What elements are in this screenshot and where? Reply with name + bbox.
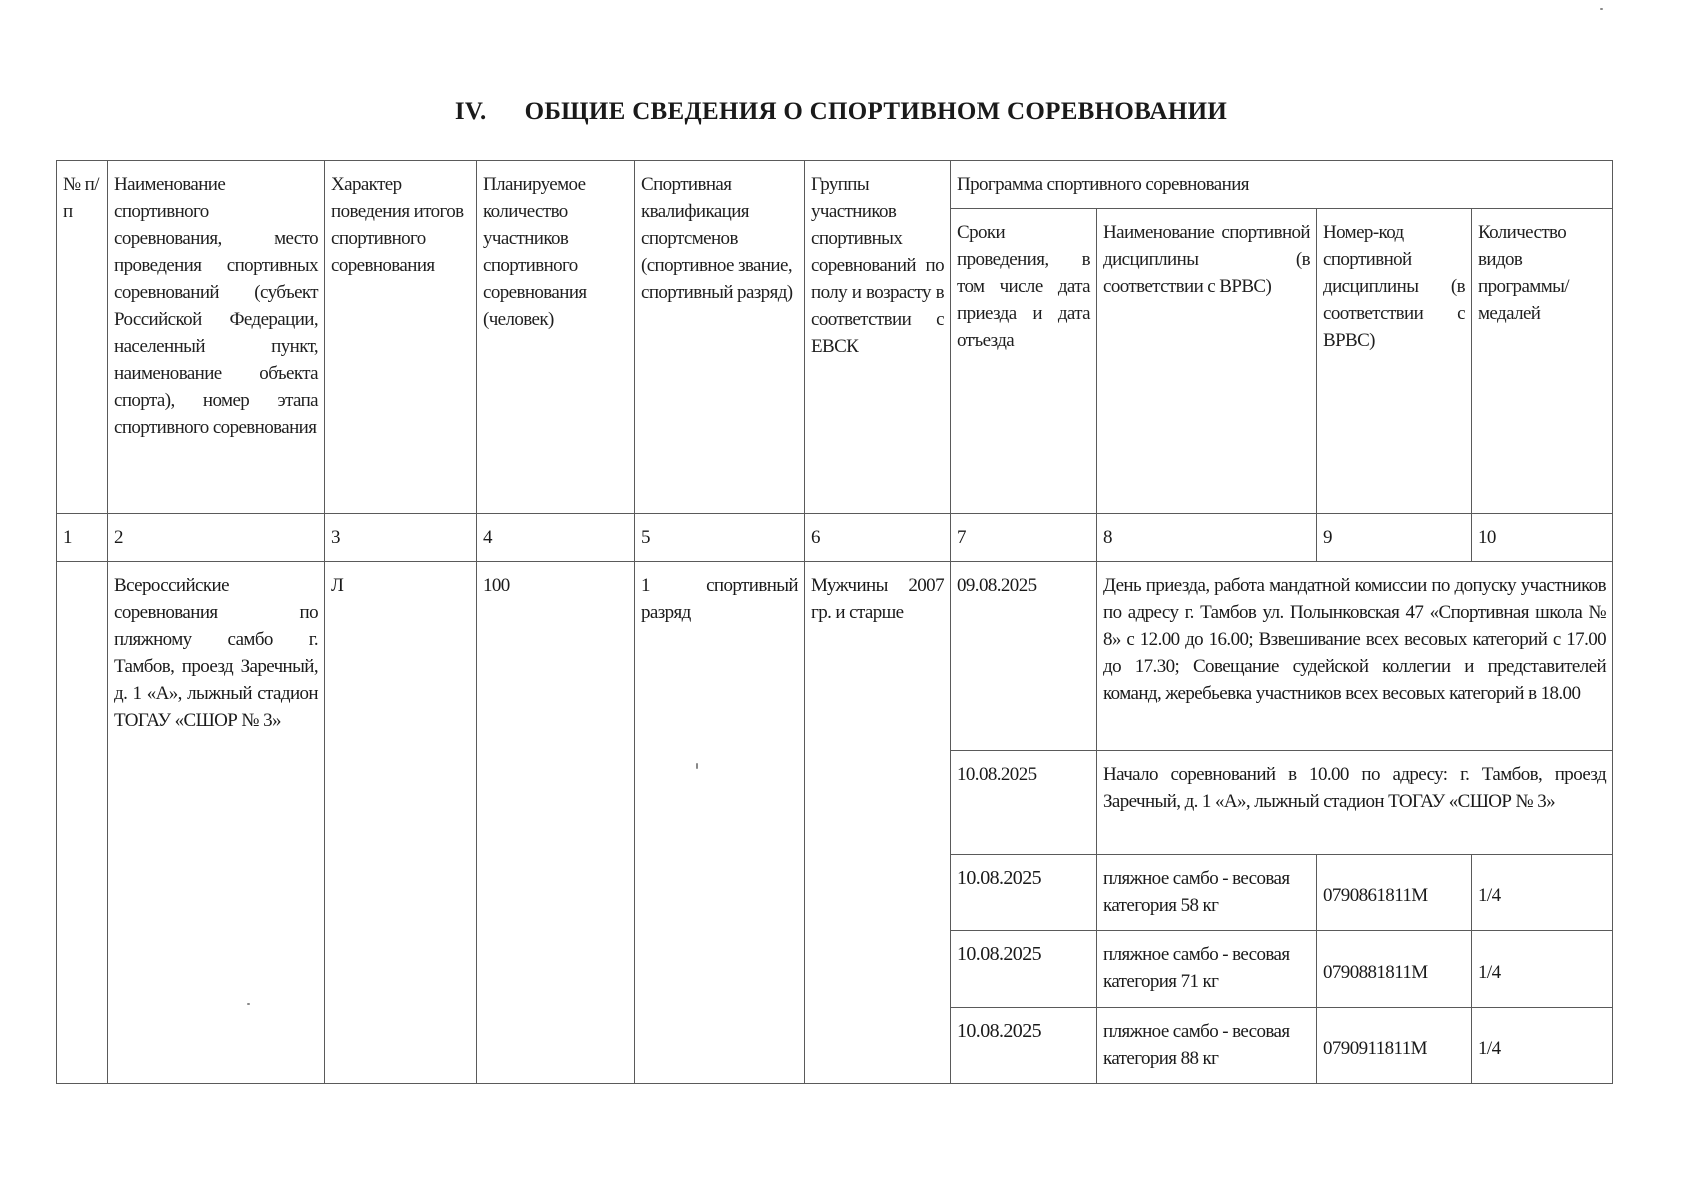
discipline-medals: 1/4 (1472, 931, 1613, 1007)
discipline-name: пляжное самбо - весовая категория 58 кг (1097, 855, 1317, 931)
page-title (0, 98, 1682, 126)
discipline-date: 10.08.2025 (951, 855, 1097, 931)
entry-results-character: Л (325, 562, 477, 1084)
col-number: 1 (57, 514, 108, 562)
entry-qualification: 1 спортивный разряд (635, 562, 805, 1084)
discipline-code: 0790861811М (1317, 855, 1472, 931)
col-number: 8 (1097, 514, 1317, 562)
entry-number (57, 562, 108, 1084)
schedule-description: День приезда, работа мандатной комиссии по допуску участников по адресу г. Тамбов ул. Полынковская 47 «Спортивная школа № 8» с 12.00 до 16.00; Взвешивание всех весовых категорий с 17.00 до 17.30; Совещание судейской коллегии и представителей команд, жеребьевка участников всех весовых категорий в 18.00 (1097, 562, 1613, 751)
discipline-code: 0790911811М (1317, 1007, 1472, 1083)
table-row (57, 562, 1613, 751)
col-number: 3 (325, 514, 477, 562)
header-participants-count: Планируемое количество участников спортивного соревнования (человек) (477, 161, 635, 514)
section-title: ОБЩИЕ СВЕДЕНИЯ О СПОРТИВНОМ СОРЕВНОВАНИИ (524, 98, 1228, 125)
discipline-medals: 1/4 (1472, 1007, 1613, 1083)
competition-info-table (56, 160, 1613, 1084)
entry-groups: Мужчины 2007 гр. и старше (805, 562, 951, 1084)
col-number: 4 (477, 514, 635, 562)
header-participant-groups: Группы участников спортивных соревнований по полу и возрасту в соответствии с ЕВСК (805, 161, 951, 514)
header-discipline-code: Номер-код спортивной дисциплины (в соответствии с ВРВС) (1317, 209, 1472, 514)
header-number: № п/п (57, 161, 108, 514)
scan-speck (1600, 8, 1603, 10)
discipline-name: пляжное самбо - весовая категория 88 кг (1097, 1007, 1317, 1083)
entry-participants: 100 (477, 562, 635, 1084)
col-number: 7 (951, 514, 1097, 562)
header-discipline-name: Наименование спортивной дисциплины (в соответствии с ВРВС) (1097, 209, 1317, 514)
header-competition-name: Наименование спортивного соревнования, место проведения спортивных соревнований (субъект Российской Федерации, населенный пункт, наименование объекта спорта), номер этапа спортивного соревнования (108, 161, 325, 514)
scan-speck (696, 763, 698, 769)
discipline-code: 0790881811М (1317, 931, 1472, 1007)
discipline-date: 10.08.2025 (951, 1007, 1097, 1083)
section-number: IV. (454, 98, 487, 125)
header-medals-count: Количество видов программы/медалей (1472, 209, 1613, 514)
schedule-date: 09.08.2025 (951, 562, 1097, 751)
column-numbers-row (57, 514, 1613, 562)
entry-competition-name: Всероссийские соревнования по пляжному самбо г. Тамбов, проезд Заречный, д. 1 «А», лыжный стадион ТОГАУ «СШОР № 3» (108, 562, 325, 1084)
header-results-character: Характер поведения итогов спортивного соревнования (325, 161, 477, 514)
discipline-medals: 1/4 (1472, 855, 1613, 931)
col-number: 5 (635, 514, 805, 562)
scan-speck (247, 1003, 250, 1005)
discipline-date: 10.08.2025 (951, 931, 1097, 1007)
col-number: 2 (108, 514, 325, 562)
col-number: 6 (805, 514, 951, 562)
col-number: 9 (1317, 514, 1472, 562)
col-number: 10 (1472, 514, 1613, 562)
discipline-name: пляжное самбо - весовая категория 71 кг (1097, 931, 1317, 1007)
schedule-description: Начало соревнований в 10.00 по адресу: г. Тамбов, проезд Заречный, д. 1 «А», лыжный стадион ТОГАУ «СШОР № 3» (1097, 750, 1613, 854)
header-dates: Сроки проведения, в том числе дата приезда и дата отъезда (951, 209, 1097, 514)
header-qualification: Спортивная квалификация спортсменов (спортивное звание, спортивный разряд) (635, 161, 805, 514)
header-program: Программа спортивного соревнования (951, 161, 1613, 209)
schedule-date: 10.08.2025 (951, 750, 1097, 854)
